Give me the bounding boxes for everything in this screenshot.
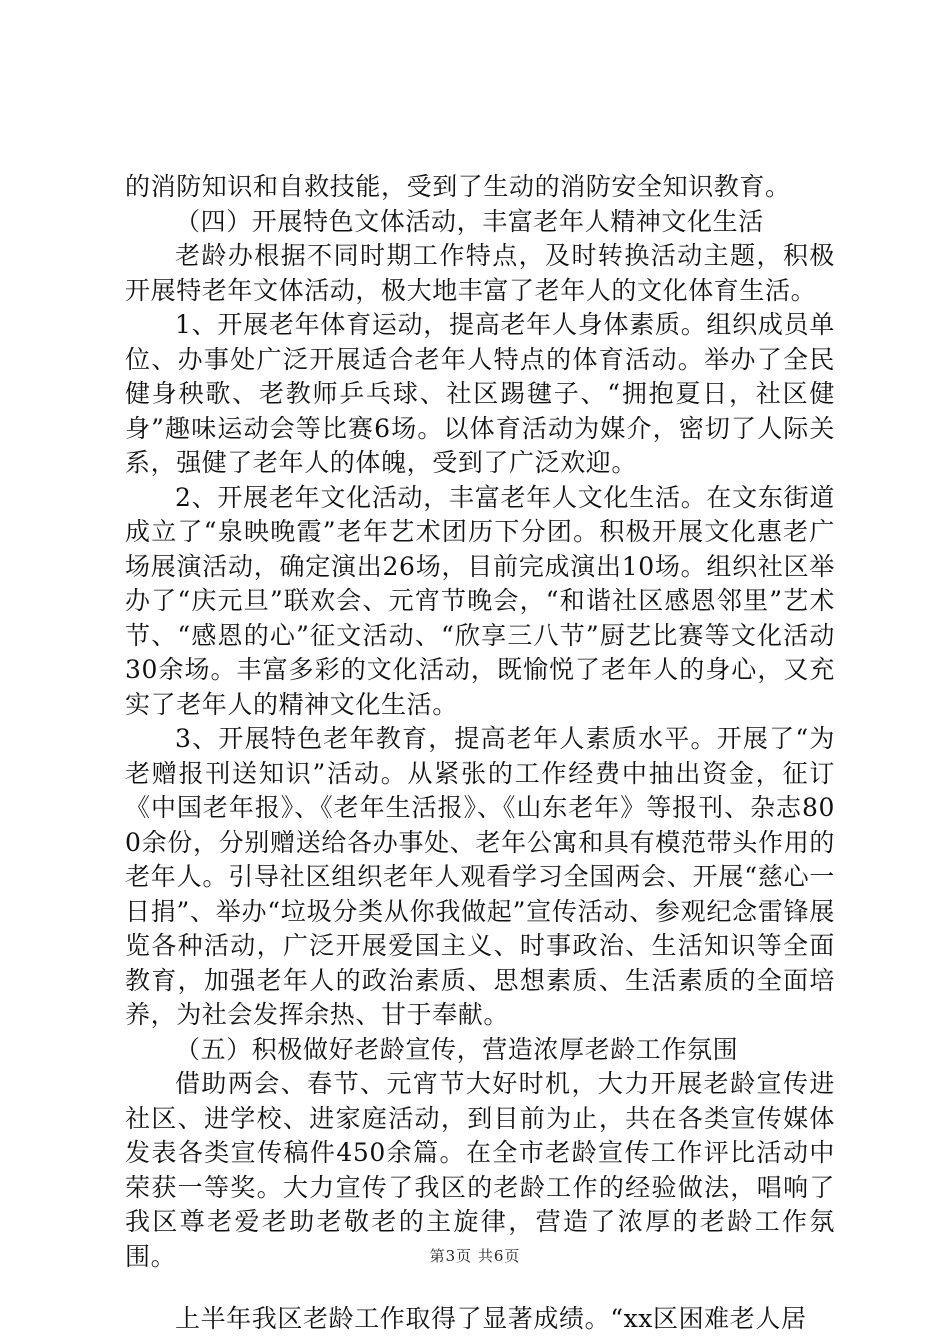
section-heading-five: （五）积极做好老龄宣传，营造浓厚老龄工作氛围 (175, 1034, 739, 1064)
paragraph-cultural-intro: 老龄办根据不同时期工作特点，及时转换活动主题，积极开展特老年文体活动，极大地丰富了老年人的文化体育生活。 (125, 241, 835, 305)
paragraph-summary: 上半年我区老龄工作取得了显著成绩。“xx区困难老人居 (175, 1304, 807, 1333)
paragraph-gap (125, 1274, 835, 1302)
section-heading-four: （四）开展特色文体活动，丰富老年人精神文化生活 (175, 206, 764, 236)
paragraph-continuation: 的消防知识和自救技能，受到了生动的消防安全知识教育。 (125, 172, 791, 201)
page-footer: 第3页 共6页 (429, 1247, 521, 1265)
paragraph-sports: 1、开展老年体育运动，提高老年人身体素质。组织成员单位、办事处广泛开展适合老年人特点的体育活动。举办了全民健身秧歌、老教师乒乓球、社区踢毽子、“拥抱夏日，社区健身”趣味运动会等比赛6场。以体育活动为媒介，密切了人际关系，强健了老年人的体魄，受到了广泛欢迎。 (125, 310, 835, 477)
document-body (125, 170, 835, 1337)
paragraph-publicity: 借助两会、春节、元宵节大好时机，大力开展老龄宣传进社区、进学校、进家庭活动，到目前为止，共在各类宣传媒体发表各类宣传稿件450余篇。在全市老龄宣传工作评比活动中荣获一等奖。大力宣传了我区的老龄工作的经验做法，唱响了我区尊老爱老助老敬老的主旋律，营造了浓厚的老龄工作氛围。 (125, 1069, 835, 1271)
paragraph-education: 3、开展特色老年教育，提高老年人素质水平。开展了“为老赠报刊送知识”活动。从紧张的工作经费中抽出资金，征订《中国老年报》、《老年生活报》、《山东老年》等报刊、杂志800余份，分别赠送给各办事处、老年公寓和具有模范带头作用的老年人。引导社区组织老年人观看学习全国两会、开展“慈心一日捐”、举办“垃圾分类从你我做起”宣传活动、参观纪念雷锋展览各种活动，广泛开展爱国主义、时事政治、生活知识等全面教育，加强老年人的政治素质、思想素质、生活素质的全面培养，为社会发挥余热、甘于奉献。 (125, 724, 835, 1029)
paragraph-culture: 2、开展老年文化活动，丰富老年人文化生活。在文东街道成立了“泉映晚霞”老年艺术团历下分团。积极开展文化惠老广场展演活动，确定演出26场，目前完成演出10场。组织社区举办了“庆元旦”联欢会、元宵节晚会，“和谐社区感恩邻里”艺术节、“感恩的心”征文活动、“欣享三八节”厨艺比赛等文化活动30余场。丰富多彩的文化活动，既愉悦了老年人的身心，又充实了老年人的精神文化生活。 (125, 482, 835, 719)
